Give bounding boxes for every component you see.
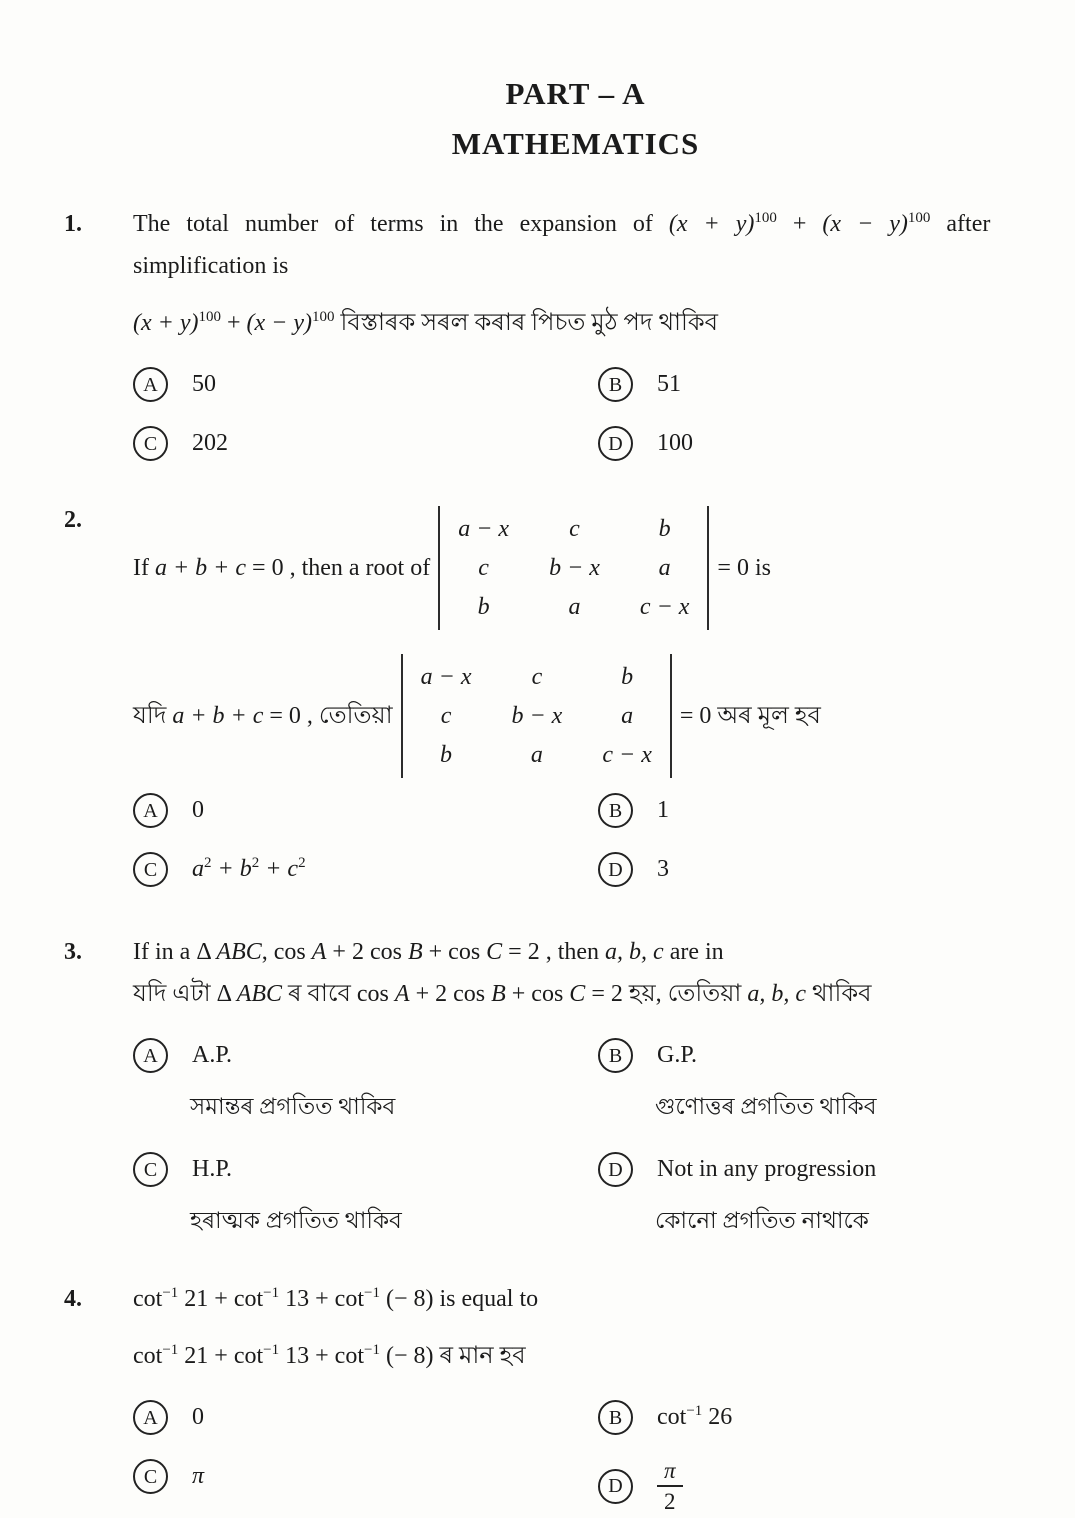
text-segment: cos: [356, 981, 395, 1007]
option-letter: B: [608, 799, 623, 822]
option-c: [133, 851, 598, 888]
fraction-denominator: 2: [664, 1489, 676, 1515]
option-subtext: [133, 1202, 598, 1239]
text-segment: থাকিব: [805, 981, 872, 1007]
text-segment: −1: [263, 1342, 280, 1358]
determinant-line: [133, 654, 1075, 778]
matrix-cell: c: [569, 516, 580, 542]
text-segment: Δ: [196, 939, 217, 965]
option-letter-badge: [598, 852, 633, 887]
text-segment: a + b + c: [172, 702, 264, 729]
text-segment: G.P.: [657, 1042, 698, 1068]
question-line: [133, 305, 1075, 342]
option-b: [598, 1399, 1075, 1436]
option-b: [598, 366, 1075, 403]
text-segment: a, b, c: [605, 939, 664, 965]
text-segment: a: [192, 856, 204, 882]
text-segment: 51: [657, 371, 681, 397]
question-line: [133, 248, 1075, 285]
option-a: [133, 1037, 598, 1125]
question-block-3: [0, 934, 1075, 1239]
option-letter-badge: [598, 1038, 633, 1073]
text-segment: A.P.: [192, 1042, 233, 1068]
option-d: [598, 851, 1075, 888]
text-segment: ABC: [216, 939, 262, 965]
text-segment: 2: [298, 855, 306, 871]
text-segment: (− 8) is equal to: [379, 1286, 539, 1312]
option-head: [133, 366, 598, 403]
option-letter-badge: [133, 1152, 168, 1187]
options-grid: [133, 1037, 1075, 1239]
option-head: [133, 792, 598, 829]
text-segment: C: [486, 939, 503, 965]
text-segment: a + b + c: [154, 554, 247, 581]
text-segment: + 2 cos: [326, 939, 408, 965]
text-segment: (x − y): [246, 310, 313, 336]
option-text: [657, 366, 681, 403]
matrix-cell: a: [568, 594, 581, 620]
text-segment: If in a: [133, 939, 197, 965]
option-text: [657, 851, 669, 888]
part-title: PART – A: [505, 76, 646, 111]
text-segment: যদি এটা: [133, 981, 217, 1007]
text-segment: −1: [363, 1285, 380, 1301]
option-head: [598, 425, 1075, 462]
option-letter: C: [143, 432, 158, 455]
text-segment: 21 + cot: [178, 1343, 264, 1369]
text-segment: The total number of terms in the expansion of: [133, 211, 669, 237]
text-segment: If: [133, 554, 155, 581]
text-segment: 2: [251, 855, 260, 871]
option-head: [598, 366, 1075, 403]
option-c: [133, 425, 598, 462]
text-segment: after: [930, 211, 991, 237]
text-segment: simplification is: [133, 253, 289, 279]
matrix-cell: c − x: [602, 742, 652, 768]
question-line: [133, 1281, 1075, 1318]
text-segment: 1: [657, 797, 669, 823]
text-segment: + c: [259, 856, 299, 882]
text-segment: Δ: [216, 981, 237, 1007]
option-head: [133, 1151, 598, 1188]
option-letter: C: [143, 1158, 158, 1181]
question-number: 4.: [64, 1286, 82, 1312]
question-line: [133, 976, 1075, 1013]
option-subtext: [598, 1202, 1075, 1239]
options-grid: [133, 366, 1075, 462]
option-letter-badge: [598, 1469, 633, 1504]
determinant-matrix: [438, 506, 709, 630]
text-segment: ৰ বাবে: [282, 981, 357, 1007]
option-d: [598, 1458, 1075, 1515]
option-text: [192, 425, 228, 462]
matrix-cell: a − x: [420, 664, 472, 690]
text-segment: A: [311, 939, 327, 965]
text-segment: 100: [312, 309, 335, 325]
text-segment: (x + y): [668, 211, 755, 237]
option-text: [657, 1151, 876, 1188]
text-segment: 0: [192, 1404, 204, 1430]
text-segment: + b: [211, 856, 252, 882]
option-head: [133, 1037, 598, 1074]
text-segment: 100: [907, 210, 931, 226]
page-header: [0, 0, 1075, 162]
text-segment: −1: [162, 1285, 179, 1301]
matrix-cell: a: [658, 555, 671, 581]
text-segment: +: [776, 211, 823, 237]
question-body: [133, 206, 1075, 462]
option-head: [598, 1458, 1075, 1515]
option-c: [133, 1151, 598, 1239]
text-segment: অৰ মূল হব: [717, 702, 821, 729]
matrix-cell: b: [477, 594, 490, 620]
determinant-pre-text: [133, 550, 430, 587]
text-segment: cot: [133, 1286, 163, 1312]
matrix-cell: b: [621, 664, 634, 690]
question-body: [133, 1281, 1075, 1515]
text-segment: 13 + cot: [279, 1343, 364, 1369]
matrix-cell: a: [530, 742, 543, 768]
option-letter-badge: [133, 852, 168, 887]
option-b: [598, 1037, 1075, 1125]
fraction-numerator: π: [657, 1458, 683, 1487]
option-subtext: [598, 1088, 1075, 1125]
option-letter: A: [143, 1406, 158, 1429]
option-text: [192, 851, 306, 888]
option-letter-badge: [598, 426, 633, 461]
option-text: [192, 1151, 232, 1188]
option-text: [657, 1399, 732, 1436]
question-block-4: [0, 1281, 1075, 1515]
text-segment: 100: [754, 210, 777, 226]
options-grid: [133, 1399, 1075, 1515]
option-text: [192, 1458, 204, 1495]
question-number: 1.: [64, 211, 82, 237]
text-segment: কোনো প্ৰগতিত নাথাকে: [655, 1208, 869, 1233]
option-letter-badge: [598, 1152, 633, 1187]
text-segment: = 2: [585, 981, 629, 1007]
option-letter-badge: [598, 367, 633, 402]
subject-title: MATHEMATICS: [451, 126, 700, 161]
option-letter-badge: [133, 1459, 168, 1494]
determinant-pre-text: [133, 698, 393, 735]
question-line: [133, 206, 1075, 243]
option-letter: B: [608, 373, 623, 396]
text-segment: যদি: [133, 702, 173, 729]
text-segment: = 0 , তেতিয়া: [263, 702, 393, 729]
text-segment: = 2 , then: [502, 939, 606, 965]
option-letter-badge: [598, 793, 633, 828]
text-segment: = 0: [679, 702, 718, 729]
text-segment: −1: [363, 1342, 380, 1358]
text-segment: ABC: [236, 981, 283, 1007]
option-letter: D: [608, 1158, 623, 1181]
matrix-cell: a − x: [458, 516, 510, 542]
option-d: [598, 425, 1075, 462]
text-segment: a, b, c: [747, 981, 806, 1007]
matrix-cell: c: [440, 703, 452, 729]
matrix-cell: b: [658, 516, 671, 542]
option-c: [133, 1458, 598, 1515]
option-text: [192, 1037, 232, 1074]
text-segment: 202: [192, 430, 228, 456]
text-segment: 0: [192, 797, 204, 823]
option-letter: C: [143, 858, 158, 881]
text-segment: হয়, তেতিয়া: [628, 981, 748, 1007]
option-a: [133, 366, 598, 403]
option-letter: D: [608, 432, 623, 455]
text-segment: (x − y): [822, 211, 908, 237]
option-head: [133, 1399, 598, 1436]
text-segment: বিস্তাৰক সৰল কৰাৰ পিচত মুঠ পদ থাকিব: [334, 310, 718, 336]
text-segment: 13 + cot: [279, 1286, 364, 1312]
question-block-2: [0, 502, 1075, 888]
text-segment: 100: [657, 430, 693, 456]
option-a: [133, 792, 598, 829]
questions-list: [0, 206, 1075, 1515]
determinant-matrix: [401, 654, 672, 778]
text-segment: A: [394, 981, 410, 1007]
text-segment: (− 8): [379, 1343, 440, 1369]
option-letter: A: [143, 799, 158, 822]
question-line: [133, 934, 1075, 971]
matrix-cell: c: [478, 555, 489, 581]
question-body: [133, 502, 1075, 888]
matrix-cell: b: [440, 742, 453, 768]
option-head: [598, 851, 1075, 888]
question-body: [133, 934, 1075, 1239]
text-segment: cot: [133, 1343, 163, 1369]
option-letter-badge: [133, 1400, 168, 1435]
option-a: [133, 1399, 598, 1436]
text-segment: −1: [686, 1403, 703, 1419]
option-letter: D: [608, 1475, 623, 1498]
option-letter: B: [608, 1406, 623, 1429]
option-letter: C: [143, 1465, 158, 1488]
text-segment: π: [192, 1463, 205, 1489]
option-letter-badge: [133, 1038, 168, 1073]
option-letter-badge: [133, 426, 168, 461]
text-segment: 100: [198, 309, 221, 325]
option-head: [133, 851, 598, 888]
question-number: 2.: [64, 507, 82, 533]
option-head: [133, 1458, 598, 1495]
option-head: [598, 792, 1075, 829]
option-head: [598, 1151, 1075, 1188]
text-segment: C: [569, 981, 586, 1007]
option-b: [598, 792, 1075, 829]
determinant-post-text: [680, 698, 821, 735]
question-number: 3.: [64, 939, 82, 965]
option-text: [657, 1037, 697, 1074]
text-segment: 21 + cot: [178, 1286, 264, 1312]
matrix-cell: c − x: [639, 594, 690, 620]
text-segment: = 0 , then a root of: [246, 554, 431, 581]
option-head: [598, 1399, 1075, 1436]
matrix-cell: c: [531, 664, 543, 690]
question-line: [133, 1338, 1075, 1375]
text-segment: H.P.: [192, 1156, 233, 1182]
matrix-cell: b − x: [549, 555, 600, 581]
option-text: [657, 1458, 683, 1515]
text-segment: = 0 is: [717, 554, 771, 581]
option-letter-badge: [598, 1400, 633, 1435]
option-text: [192, 792, 204, 829]
text-segment: + cos: [422, 939, 487, 965]
text-segment: −1: [162, 1342, 179, 1358]
matrix-cell: b − x: [511, 703, 563, 729]
text-segment: +: [220, 310, 247, 336]
option-text: [192, 366, 216, 403]
text-segment: B: [407, 939, 423, 965]
text-segment: are in: [663, 939, 724, 965]
text-segment: , cos: [261, 939, 312, 965]
text-segment: cot: [657, 1404, 687, 1430]
option-letter: B: [608, 1044, 623, 1067]
option-letter-badge: [133, 367, 168, 402]
text-segment: 26: [702, 1404, 733, 1430]
option-letter: A: [143, 373, 158, 396]
options-grid: [133, 792, 1075, 888]
option-letter-badge: [133, 793, 168, 828]
determinant-line: [133, 506, 1075, 630]
question-block-1: [0, 206, 1075, 462]
matrix-cell: a: [621, 703, 634, 729]
fraction: [657, 1458, 683, 1515]
option-text: [657, 792, 669, 829]
text-segment: Not in any progression: [657, 1156, 877, 1182]
text-segment: + 2 cos: [409, 981, 492, 1007]
option-text: [192, 1399, 204, 1436]
option-letter: D: [608, 858, 623, 881]
option-head: [598, 1037, 1075, 1074]
text-segment: সমান্তৰ প্ৰগতিত থাকিব: [190, 1094, 396, 1119]
text-segment: হৰাত্মক প্ৰগতিত থাকিব: [190, 1208, 402, 1233]
text-segment: 3: [657, 856, 669, 882]
option-subtext: [133, 1088, 598, 1125]
text-segment: ৰ মান হব: [439, 1343, 526, 1369]
text-segment: 50: [192, 371, 216, 397]
text-segment: গুণোত্তৰ প্ৰগতিত থাকিব: [655, 1094, 877, 1119]
option-text: [657, 425, 693, 462]
text-segment: 2: [204, 855, 212, 871]
text-segment: −1: [263, 1285, 280, 1301]
option-head: [133, 425, 598, 462]
text-segment: + cos: [505, 981, 570, 1007]
determinant-post-text: [717, 550, 771, 587]
text-segment: (x + y): [133, 310, 199, 336]
text-segment: B: [491, 981, 506, 1007]
option-d: [598, 1151, 1075, 1239]
option-letter: A: [143, 1044, 158, 1067]
